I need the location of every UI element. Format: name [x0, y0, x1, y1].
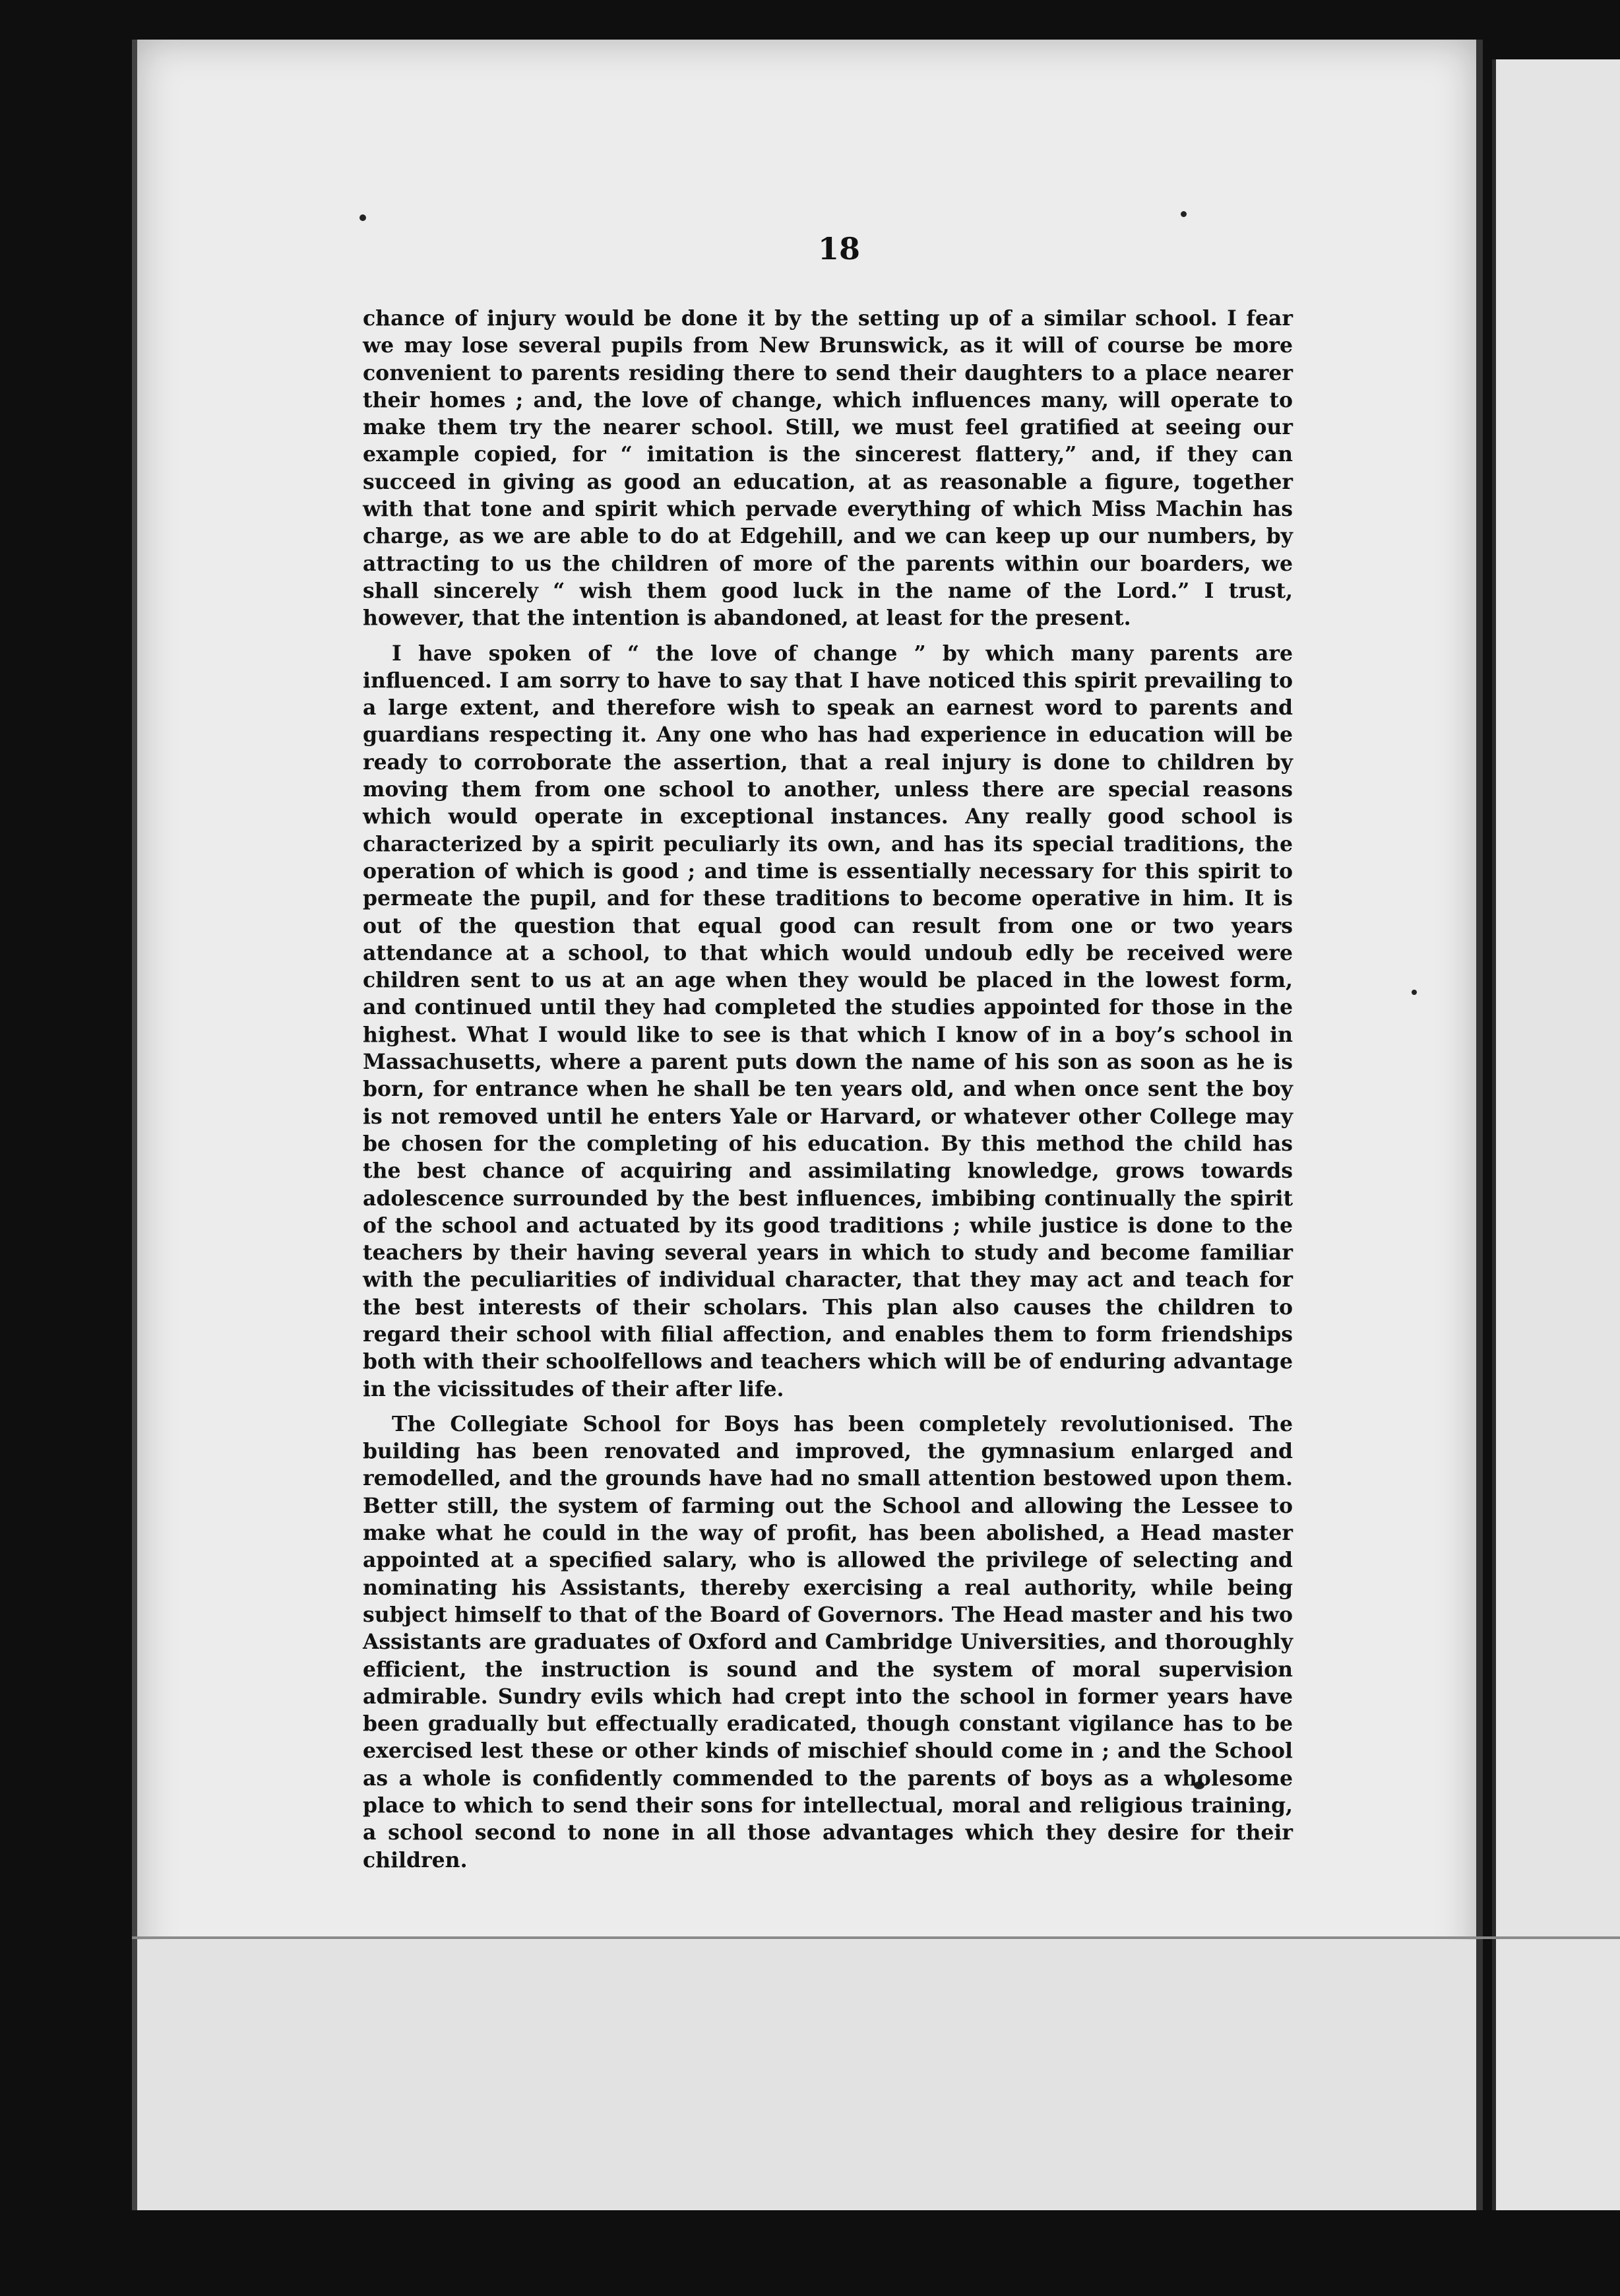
page-lower-margin	[137, 1940, 1476, 2210]
speck-mark	[359, 214, 366, 221]
page-number: 18	[818, 231, 861, 267]
adjacent-page-edge	[1492, 59, 1620, 2210]
paragraph: The Collegiate School for Boys has been completely revolutionised. The building has been renovated and improved, the gymnasium enlarged and remodelled, and the grounds have had no small attention bestowed upon them. Better still, the system of farming out the School and allowing the Lessee to make what he could in the way of profit, has been abolished, a Head master appointed at a specified salary, who is allowed the privilege of selecting and nominating his Assistants, thereby exercising a real authority, while being subject himself to that of the Board of Governors. The Head master and his two Assistants are graduates of Oxford and Cambridge Universities, and thoroughly efficient, the instruction is sound and the system of moral supervision admirable. Sundry evils which had crept into the school in former years have been gradually but effectually eradicated, though constant vigilance has to be exercised lest these or other kinds of mischief should come in ; and the School as a whole is confidently commended to the parents of boys as a wholesome place to which to send their sons for intellectual, moral and religious training, a school second to none in all those advantages which they desire for their children.	[363, 1411, 1293, 1872]
body-text	[363, 305, 1293, 1882]
paragraph: I have spoken of “ the love of change ” by which many parents are influenced. I am sorry to have to say that I have noticed this spirit prevailing to a large extent, and therefore wish to speak an earnest word to parents and guardians respecting it. Any one who has had experience in education will be ready to corroborate the assertion, that a real injury is done to children by moving them from one school to another, unless there are special reasons which would operate in exceptional instances. Any really good school is characterized by a spirit peculiarly its own, and has its special traditions, the operation of which is good ; and time is essentially necessary for this spirit to permeate the pupil, and for these traditions to become operative in him. It is out of the question that equal good can result from one or two years attendance at a school, to that which would undoub edly be received were children sent to us at an age when they would be placed in the lowest form, and continued until they had completed the studies appointed for those in the highest. What I would like to see is that which I know of in a boy’s school in Massachusetts, where a parent puts down the name of his son as soon as he is born, for entrance when he shall be ten years old, and when once sent the boy is not removed until he enters Yale or Harvard, or whatever other College may be chosen for the completing of his education. By this method the child has the best chance of acquiring and assimilating knowledge, grows towards adolescence surrounded by the best influences, imbibing continually the spirit of the school and actuated by its good traditions ; while justice is done to the teachers by their having several years in which to study and become familiar with the peculiarities of individual character, that they may act and teach for the best interests of their scholars. This plan also causes the children to regard their school with filial affection, and enables them to form friendships both with their schoolfellows and teachers which will be of enduring advantage in the vicissitudes of their after life.	[363, 641, 1293, 1401]
paragraph: chance of injury would be done it by the setting up of a similar school. I fear we may lose several pupils from New Brunswick, as it will of course be more convenient to parents residing there to send their daughters to a place nearer their homes ; and, the love of change, which influences many, will operate to make them try the nearer school. Still, we must feel gratified at seeing our example copied, for “ imitation is the sincerest flattery,” and, if they can succeed in giving as good an education, at as reasonable a figure, together with that tone and spirit which pervade everything of which Miss Machin has charge, as we are able to do at Edgehill, and we can keep up our numbers, by attracting to us the children of more of the parents within our boarders, we shall sincerely “ wish them good luck in the name of the Lord.” I trust, however, that the intention is abandoned, at least for the present.	[363, 306, 1293, 631]
speck-mark	[1412, 990, 1417, 995]
fold-line	[132, 1936, 1620, 1939]
speck-mark	[1181, 211, 1187, 217]
